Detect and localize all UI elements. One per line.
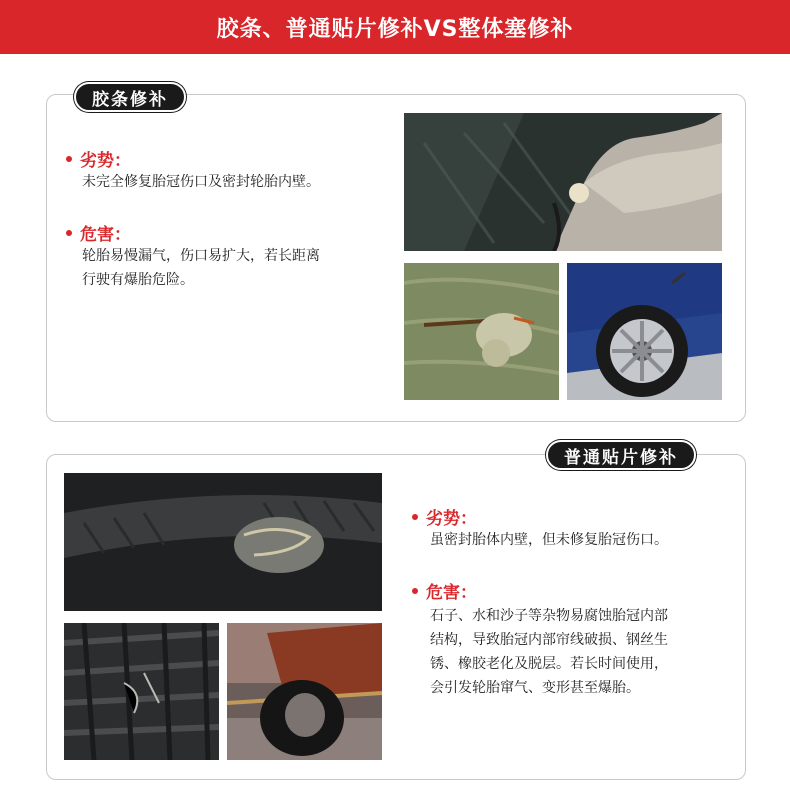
weakness-text: 虽密封胎体内壁，但未修复胎冠伤口。 bbox=[430, 532, 668, 548]
bullet-dot-icon bbox=[412, 514, 418, 520]
bullet-dot-icon bbox=[66, 156, 72, 162]
photo-flat-tire-car bbox=[227, 623, 382, 760]
weakness-label: 劣势： bbox=[80, 151, 131, 171]
harm-heading bbox=[66, 220, 131, 245]
section-tag-patch: 普通贴片修补 bbox=[546, 440, 696, 470]
page-banner bbox=[0, 0, 790, 54]
bullet-dot-icon bbox=[412, 588, 418, 594]
harm-text bbox=[430, 604, 668, 700]
weakness-label: 劣势： bbox=[426, 509, 477, 529]
photo-hand-inserting-rubber-strip bbox=[404, 113, 722, 251]
harm-line: 锈、橡胶老化及脱层。若长时间使用， bbox=[430, 656, 668, 672]
bullet-dot-icon bbox=[66, 230, 72, 236]
photo-plugged-tread bbox=[404, 263, 559, 400]
harm-line: 结构，导致胎冠内部帘线破损、钢丝生 bbox=[430, 632, 668, 648]
harm-line: 会引发轮胎窜气、变形甚至爆胎。 bbox=[430, 680, 640, 696]
photo-inner-liner-patch bbox=[64, 473, 382, 611]
weakness-heading bbox=[412, 504, 477, 529]
photo-blue-car-wheel bbox=[567, 263, 722, 400]
harm-line: 轮胎易慢漏气，伤口易扩大，若长距离 bbox=[82, 248, 320, 264]
harm-text bbox=[82, 244, 320, 292]
harm-label: 危害： bbox=[80, 225, 131, 245]
harm-line: 石子、水和沙子等杂物易腐蚀胎冠内部 bbox=[430, 608, 668, 624]
harm-label: 危害： bbox=[426, 583, 477, 603]
harm-line: 行驶有爆胎危险。 bbox=[82, 272, 194, 288]
banner-title: 胶条、普通贴片修补VS整体塞修补 bbox=[216, 16, 574, 42]
weakness-heading bbox=[66, 146, 131, 171]
section-tag-rubber-strip: 胶条修补 bbox=[74, 82, 186, 112]
weakness-text: 未完全修复胎冠伤口及密封轮胎内壁。 bbox=[82, 174, 320, 190]
photo-worn-tread bbox=[64, 623, 219, 760]
harm-heading bbox=[412, 578, 477, 603]
